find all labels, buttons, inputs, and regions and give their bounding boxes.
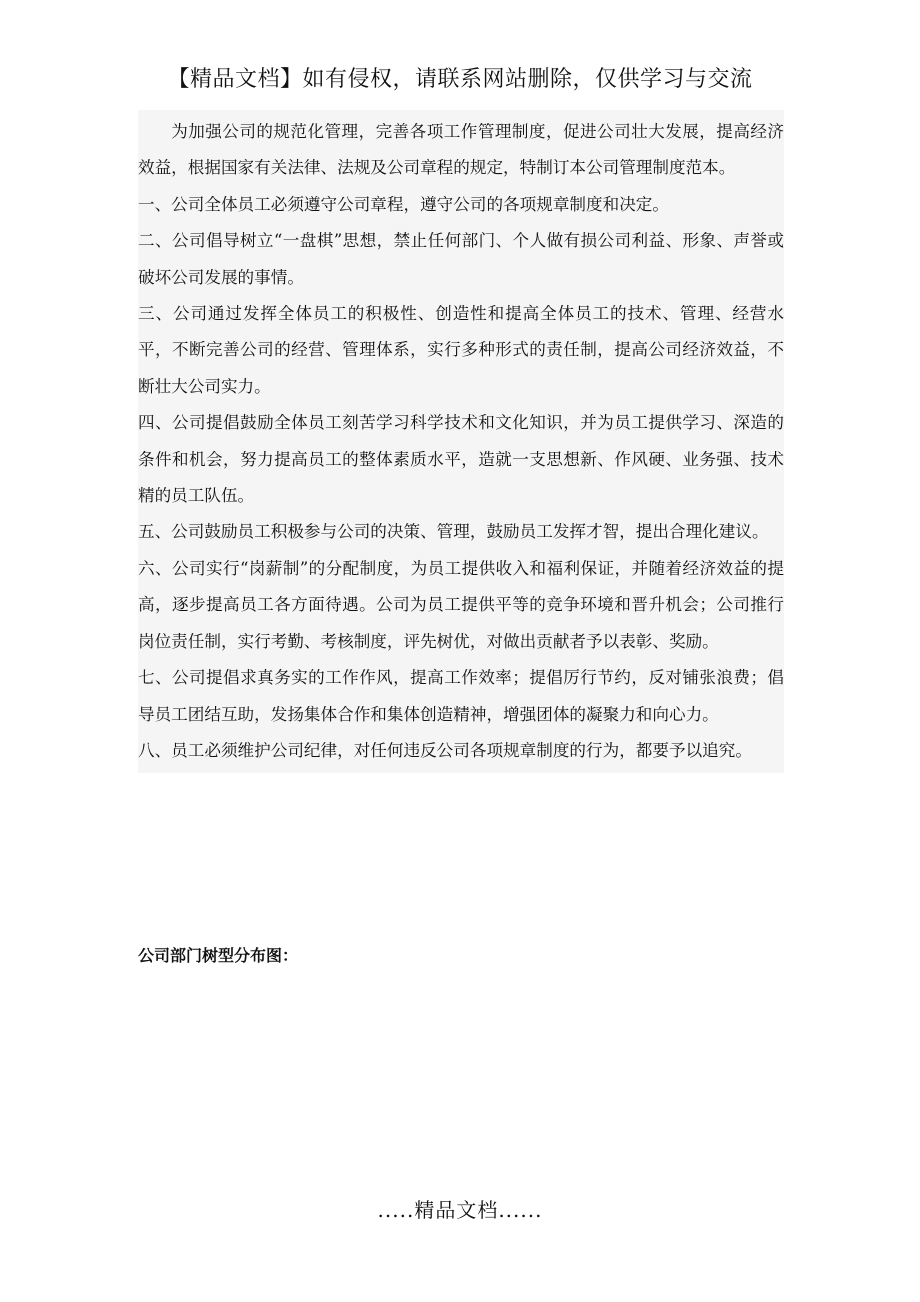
clause-7: 七、公司提倡求真务实的工作作风，提高工作效率；提倡厉行节约，反对铺张浪费；倡导员工团结互助，发扬集体合作和集体创造精神，增强团体的凝聚力和向心力。 [138,668,784,724]
page-header: 【精品文档】如有侵权，请联系网站删除，仅供学习与交流 [167,67,753,92]
clause-4: 四、公司提倡鼓励全体员工刻苦学习科学技术和文化知识，并为员工提供学习、深造的条件和机会，努力提高员工的整体素质水平，造就一支思想新、作风硬、业务强、技术精的员工队伍。 [138,413,784,506]
document-body [138,110,784,773]
clause-8: 八、员工必须维护公司纪律，对任何违反公司各项规章制度的行为，都要予以追究。 [138,740,752,760]
intro-paragraph: 为加强公司的规范化管理，完善各项工作管理制度，促进公司壮大发展，提高经济效益，根据国家有关法律、法规及公司章程的规定，特制订本公司管理制度范本。 [138,122,784,178]
page-footer: .....精品文档...... [377,1198,543,1222]
clause-3: 三、公司通过发挥全体员工的积极性、创造性和提高全体员工的技术、管理、经营水平，不断完善公司的经营、管理体系，实行多种形式的责任制，提高公司经济效益，不断壮大公司实力。 [138,304,784,396]
clause-6: 六、公司实行“岗薪制”的分配制度，为员工提供收入和福利保证，并随着经济效益的提高，逐步提高员工各方面待遇。公司为员工提供平等的竞争环境和晋升机会；公司推行岗位责任制，实行考勤、考核制度，评先树优，对做出贡献者予以表彰、奖励。 [138,558,784,651]
clause-5: 五、公司鼓励员工积极参与公司的决策、管理，鼓励员工发挥才智，提出合理化建议。 [138,522,769,542]
section-heading: 公司部门树型分布图： [138,946,299,965]
clause-1: 一、公司全体员工必须遵守公司章程，遵守公司的各项规章制度和决定。 [138,194,669,214]
clause-2: 二、公司倡导树立“一盘棋”思想，禁止任何部门、个人做有损公司利益、形象、声誉或破坏公司发展的事情。 [138,231,784,287]
